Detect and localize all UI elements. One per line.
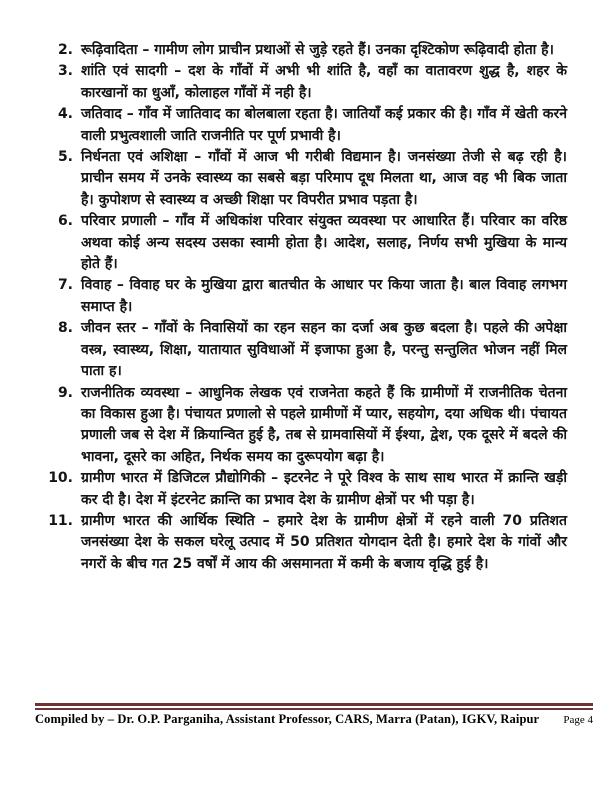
item-number: 8. [57,320,73,337]
list-item [35,275,567,318]
footer-rule [35,703,593,710]
item-number: 3. [57,63,73,80]
item-number: 2. [57,42,73,58]
item-number: 9. [57,384,73,401]
item-text: ग्रामीण भारत की आर्थिक स्थिति – हमारे देश के ग्रामीण क्षेत्रों में रहने वाली 70 प्रतिशत जनसंख्या देश के सकल घरेलू उत्पाद में 50 प्रतिशत योगदान देती है। हमारे देश के गांवों और नगरों के बीच गत 25 वर्षों में आय की असमानता में कमी के बजाय वृद्धि हुई है। [81,512,567,572]
page-number: Page 4 [563,714,593,726]
item-number: 4. [57,106,73,123]
item-number: 10. [48,470,73,487]
item-text: विवाह – विवाह घर के मुखिया द्वारा बातचीत के आधार पर किया जाता है। बाल विवाह लगभग समाप्त है। [81,277,567,315]
page-footer [35,703,593,727]
footer-compiled-by: Compiled by – Dr. O.P. Parganiha, Assistant Professor, CARS, Marra (Patan), IGKV, Raipur [35,712,540,726]
list-item [35,318,567,382]
item-number: 5. [57,149,73,166]
item-number: 11. [48,512,73,529]
list-item [35,468,567,511]
item-number: 6. [57,213,73,230]
list-item [35,104,567,147]
item-text: शांति एवं सादगी – दश के गाँवों में अभी भी शांति है, वहाँ का वातावरण शुद्ध है, शहर के कारखानों का धुआँ, कोलाहल गाँवों में नही है। [81,63,567,101]
item-text: परिवार प्रणाली – गाँव में अधिकांश परिवार संयुक्त व्यवस्था पर आधारित हैं। परिवार का वरिष्ठ अथवा कोई अन्य सदस्य उसका स्वामी होता है। आदेश, सलाह, निर्णय सभी मुखिया के मान्य होते हैं। [81,213,567,273]
item-text: रूढ़िवादिता – गामीण लोग प्राचीन प्रथाओं से जुड़े रहते हैं। उनका दृश्टिकोण रूढ़िवादी होता है। [81,42,554,58]
numbered-list [35,40,567,575]
footer-text-row [35,712,593,727]
list-item [35,383,567,469]
item-text: जीवन स्तर – गाँवों के निवासियों का रहन सहन का दर्जा अब कुछ बदला है। पहले की अपेक्षा वस्त्र, स्वास्थ्य, शिक्षा, यातायात सुविधाओं में इजाफा हुआ है, परन्तु सन्तुलित भोजन नहीं मिल पाता ह। [81,320,567,380]
item-text: ग्रामीण भारत में डिजिटल प्रौद्योगिकी – इटरनेट ने पूरे विश्व के साथ साथ भारत में क्रान्ति खड़ी कर दी है। देश में इंटरनेट क्रान्ति का प्रभाव देश के ग्रामीण क्षेत्रों पर भी पड़ा है। [81,470,567,508]
item-text: निर्धनता एवं अशिक्षा – गाँवों में आज भी गरीबी विद्यमान है। जनसंख्या तेजी से बढ़ रही है। प्राचीन समय में उनके स्वास्थ्य का सबसे बड़ा परिमाप दूध मिलता था, आज वह भी बिक जाता है। कुपोशण से स्वास्थ्य व अच्छी शिक्षा पर विपरीत प्रभाव पड़ता है। [81,149,567,208]
list-item [35,511,567,575]
item-text: राजनीतिक व्यवस्था – आधुनिक लेखक एवं राजनेता कहते हैं कि ग्रामीणों में राजनीतिक चेतना का विकास हुआ है। पंचायत प्रणालो से पहले ग्रामीणों में प्यार, सहयोग, दया अधिक थी। पंचायत प्रणाली जब से देश में क्रियान्वित हुई है, तब से ग्रामवासियों में ईश्या, द्वेश, एक दूसरे में बदले की भावना, दूसरे का अहित, निर्थक समय का दुरूपयोग बढ़ा है। [81,384,567,465]
list-item [35,211,567,275]
list-item [35,147,567,211]
list-item [35,61,567,104]
item-text: जतिवाद – गाँव में जातिवाद का बोलबाला रहता है। जातियाँ कई प्रकार की है। गाँव में खेती करने वाली प्रभुत्वशाली जाति राजनीति पर पूर्ण प्रभावी है। [81,106,567,144]
list-item [35,40,567,61]
item-number: 7. [57,277,73,294]
